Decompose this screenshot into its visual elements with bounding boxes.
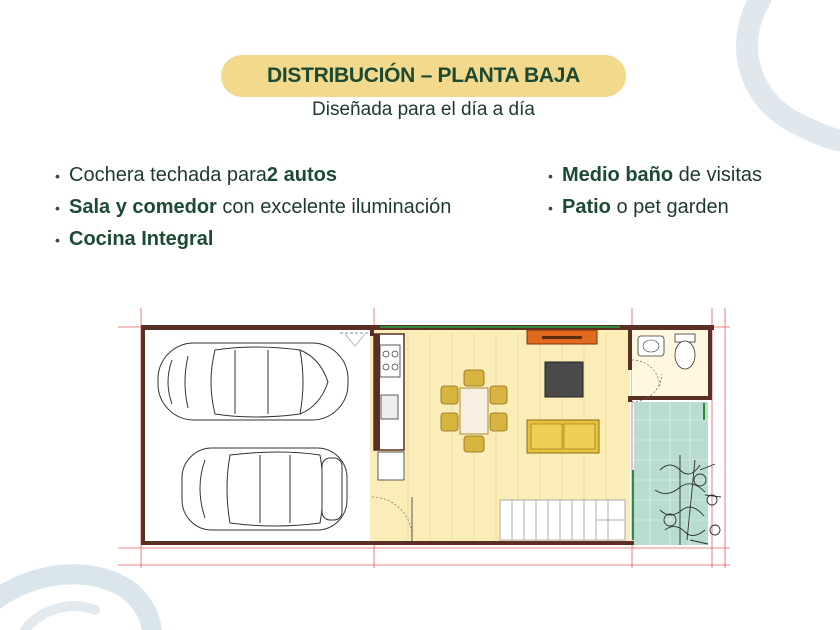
page-subtitle: Diseñada para el día a día <box>312 99 535 120</box>
feature-highlight: Medio baño <box>562 164 674 186</box>
tv-icon <box>542 336 582 339</box>
floor-plan <box>115 305 735 575</box>
feature-item <box>55 224 451 256</box>
patio-garden <box>634 402 708 545</box>
stairs <box>500 500 625 540</box>
feature-item <box>548 192 762 224</box>
dining-table-icon <box>460 388 488 434</box>
feature-highlight: Cocina Integral <box>69 228 214 250</box>
features-list-left <box>55 160 451 256</box>
fridge-icon <box>378 452 404 480</box>
sofa-cushion <box>531 424 562 449</box>
sink-icon <box>381 395 398 419</box>
feature-text: o pet garden <box>610 196 729 218</box>
feature-text: con excelente iluminación <box>216 196 452 218</box>
bullet-icon: • <box>55 232 60 248</box>
car-icon <box>158 343 348 420</box>
washbasin-icon <box>638 336 664 356</box>
feature-item <box>55 160 451 192</box>
stove-icon <box>380 345 400 377</box>
page-title: DISTRIBUCIÓN – PLANTA BAJA <box>266 64 581 87</box>
feature-item <box>548 160 762 192</box>
features-list-right <box>548 160 762 224</box>
bullet-icon: • <box>548 168 553 184</box>
bullet-icon: • <box>55 200 60 216</box>
kitchen-wall-cabinet <box>374 334 380 450</box>
feature-highlight: Sala y comedor <box>69 196 217 218</box>
feature-highlight: 2 autos <box>266 164 337 186</box>
title-banner <box>221 55 626 97</box>
feature-text: de visitas <box>673 164 763 186</box>
feature-item <box>55 192 451 224</box>
bullet-icon: • <box>55 168 60 184</box>
feature-text: Cochera techada para <box>69 164 267 186</box>
feature-highlight: Patio <box>562 196 611 218</box>
coffee-table-icon <box>545 362 583 397</box>
bullet-icon: • <box>548 200 553 216</box>
sofa-cushion <box>564 424 595 449</box>
toilet-icon <box>675 341 695 369</box>
car-icon <box>182 448 347 530</box>
